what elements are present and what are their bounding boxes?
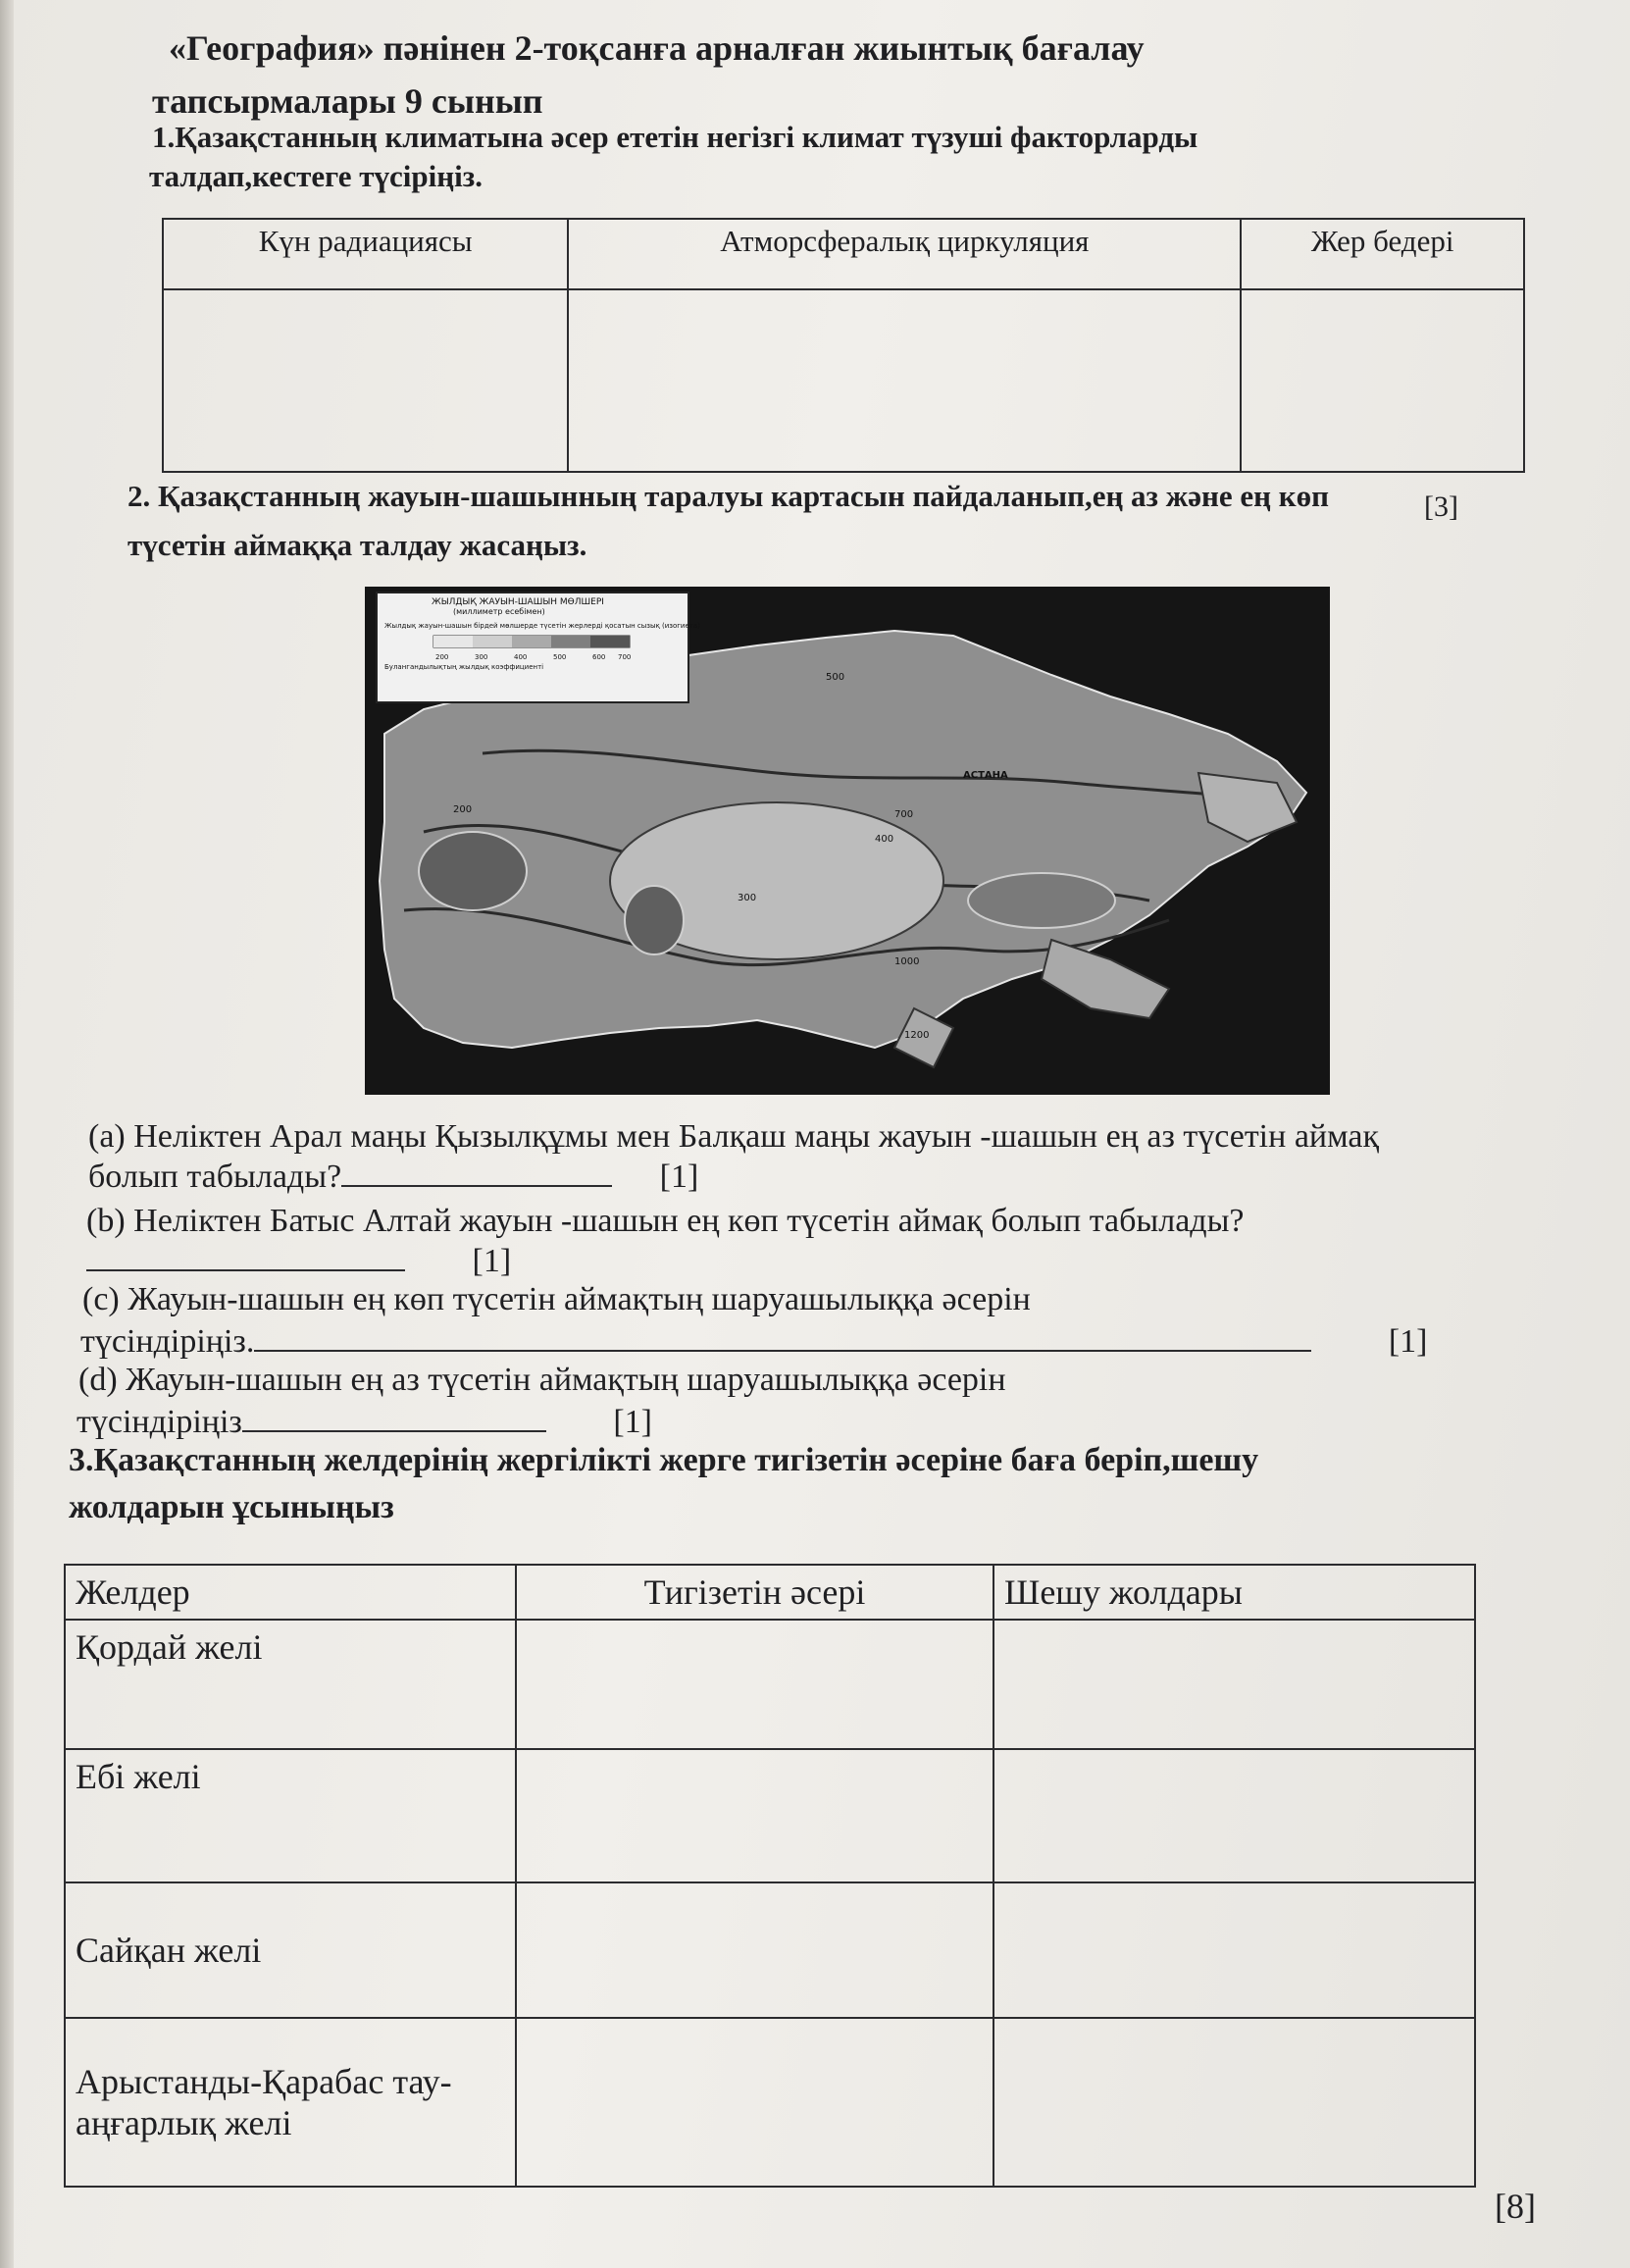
question-c-text: түсіндіріңіз.	[80, 1323, 255, 1360]
question-c-answer[interactable]	[254, 1320, 1311, 1352]
balkhash-lake	[968, 873, 1115, 928]
legend-title: ЖЫЛДЫҚ ЖАУЫН-ШАШЫН МӨЛШЕРІ	[432, 597, 604, 607]
task3-wind-arystandy-line1: Арыстанды-Қарабас тау-	[76, 2062, 452, 2101]
legend-line2: Булангандылықтың жылдық коэффициенті	[384, 663, 544, 671]
map-isohyet-label: 200	[453, 804, 473, 815]
question-d-text: түсіндіріңіз	[76, 1404, 242, 1440]
task1-col-sun-radiation: Күн радиациясы	[163, 219, 568, 289]
task2-text-line2: түсетін аймаққа талдау жасаңыз.	[127, 528, 587, 562]
legend-scale-step	[590, 636, 630, 647]
page-subtitle: тапсырмалары 9 сынып	[152, 81, 543, 121]
task3-score: [8]	[1495, 2187, 1536, 2226]
legend-scale-label: 300	[475, 653, 488, 661]
legend-scale-label: 600	[592, 653, 606, 661]
task3-answer-cell[interactable]	[993, 1882, 1475, 2018]
task3-answer-cell[interactable]	[516, 1620, 993, 1749]
precipitation-map-graphic	[365, 587, 1330, 1095]
task1-table	[162, 218, 1525, 473]
question-d-line1: (d) Жауын-шашын ең аз түсетін аймақтың шаруашылыққа әсерін	[78, 1362, 1006, 1398]
task3-wind-kordai: Қордай желі	[65, 1620, 516, 1749]
legend-subtitle: (миллиметр есебімен)	[453, 607, 545, 616]
map-isohyet-label: 300	[738, 893, 757, 903]
task3-table	[64, 1564, 1476, 2188]
legend-line1: Жылдық жауын-шашын бірдей мөлшерде түсетін жерлерді қосатын сызық (изогиета)	[384, 622, 700, 630]
legend-scale-step	[473, 636, 512, 647]
task3-text-line1: 3.Қазақстанның желдерінің жергілікті жерге тигізетін әсеріне баға беріп,шешу	[69, 1442, 1259, 1478]
task3-answer-cell[interactable]	[993, 2018, 1475, 2187]
legend-scale-step	[551, 636, 590, 647]
task1-answer-cell[interactable]	[1241, 289, 1524, 472]
question-c-line1: (c) Жауын-шашын ең көп түсетін аймақтың шаруашылыққа әсерін	[82, 1281, 1031, 1317]
task3-wind-arystandy-karabas	[65, 2018, 516, 2187]
map-isohyet-label: 1200	[904, 1030, 930, 1041]
question-a-line2	[88, 1156, 698, 1196]
task3-col-winds: Желдер	[65, 1565, 516, 1620]
legend-scale-label: 500	[553, 653, 567, 661]
task3-wind-saikan: Сайқан желі	[65, 1882, 516, 2018]
question-a-answer[interactable]	[341, 1156, 612, 1187]
task1-score: [3]	[1424, 490, 1458, 523]
question-b-score: [1]	[472, 1243, 512, 1279]
task3-text-line2: жолдарын ұсыныңыз	[69, 1489, 394, 1525]
map-isohyet-label: 400	[875, 834, 894, 845]
question-d-line2	[76, 1401, 652, 1441]
task1-col-relief: Жер бедері	[1241, 219, 1524, 289]
aral-sea	[625, 886, 684, 954]
question-d-score: [1]	[613, 1404, 653, 1440]
task3-answer-cell[interactable]	[993, 1620, 1475, 1749]
task3-wind-arystandy-line2: аңғарлық желі	[76, 2103, 292, 2142]
precipitation-map	[365, 587, 1330, 1095]
paper-edge	[0, 0, 14, 2268]
question-b-line1: (b) Неліктен Батыс Алтай жауын -шашын ең көп түсетін аймақ болып табылады?	[86, 1203, 1245, 1239]
legend-scale-label: 200	[435, 653, 449, 661]
task3-answer-cell[interactable]	[516, 1749, 993, 1882]
map-isohyet-label: 700	[894, 809, 914, 820]
question-a-score: [1]	[659, 1159, 699, 1195]
task3-answer-cell[interactable]	[516, 2018, 993, 2187]
task3-wind-ebi: Ебі желі	[65, 1749, 516, 1882]
question-c-line2	[80, 1320, 1428, 1361]
caspian-sea	[419, 832, 527, 910]
page-title: «География» пәнінен 2-тоқсанға арналған жиынтық бағалау	[169, 28, 1145, 68]
legend-scale-label: 700	[618, 653, 632, 661]
task1-text-line1: 1.Қазақстанның климатына әсер ететін негізгі климат түзуші факторларды	[152, 120, 1198, 154]
task1-col-atmospheric-circulation: Атморсфералық циркуляция	[568, 219, 1241, 289]
map-isohyet-label: 1000	[894, 956, 920, 967]
task1-answer-cell[interactable]	[163, 289, 568, 472]
task2-text-line1: 2. Қазақстанның жауын-шашынның таралуы картасын пайдаланып,ең аз және ең көп	[127, 479, 1329, 513]
task3-col-solutions: Шешу жолдары	[993, 1565, 1475, 1620]
task3-col-impact: Тигізетін әсері	[516, 1565, 993, 1620]
question-a-text: болып табылады?	[88, 1159, 342, 1195]
question-c-score: [1]	[1388, 1323, 1428, 1360]
task1-answer-cell[interactable]	[568, 289, 1241, 472]
question-b-line2	[86, 1240, 511, 1280]
task3-answer-cell[interactable]	[993, 1749, 1475, 1882]
question-a-line1: (a) Неліктен Арал маңы Қызылқұмы мен Балқаш маңы жауын -шашын ең аз түсетін аймақ	[88, 1118, 1380, 1155]
legend-scale-label: 400	[514, 653, 528, 661]
legend-scale-step	[512, 636, 551, 647]
task1-text-line2: талдап,кестеге түсіріңіз.	[149, 159, 483, 193]
task3-answer-cell[interactable]	[516, 1882, 993, 2018]
map-isohyet-label: 500	[826, 672, 845, 683]
map-label-astana: АСТАНА	[963, 770, 1008, 781]
question-d-answer[interactable]	[242, 1401, 546, 1432]
mountain-zone	[1042, 940, 1169, 1018]
legend-scale-step	[433, 636, 473, 647]
question-b-answer[interactable]	[86, 1240, 405, 1271]
